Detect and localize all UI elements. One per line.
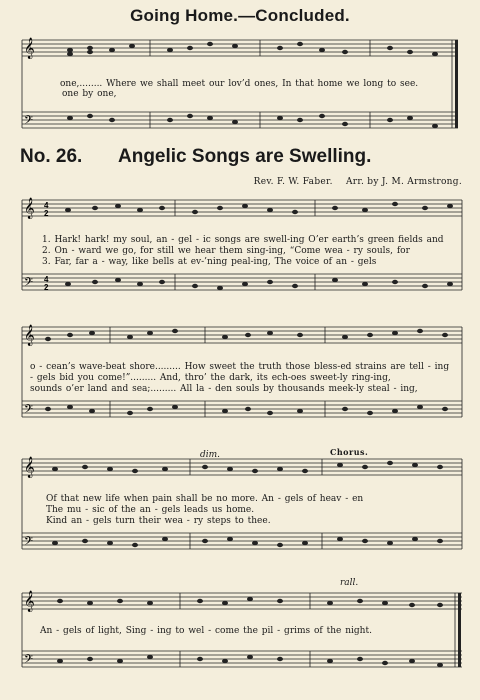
lyric-line-system2-1: o - cean’s wave-beat shore......... How sweet the truth those bless-ed strains are tell - ing xyxy=(30,362,450,372)
hymn-title: Angelic Songs are Swelling. xyxy=(118,146,372,167)
svg-text:𝄞: 𝄞 xyxy=(24,198,35,219)
svg-text:𝄞: 𝄞 xyxy=(24,457,35,478)
svg-text:4: 4 xyxy=(44,275,49,284)
svg-text:4: 4 xyxy=(44,201,49,210)
lyric-line-system3-1: Of that new life when pain shall be no more. An - gels of heav - en xyxy=(46,494,364,504)
lyric-line-system3-3: Kind an - gels turn their wea - ry steps to thee. xyxy=(46,516,271,526)
lyric-line-system2-3: sounds o’er land and sea;......... All la - den souls by thousands meek-ly steal - ing, xyxy=(30,384,418,394)
lyric-line-system0-2: one by one, xyxy=(62,89,117,99)
svg-text:𝄢: 𝄢 xyxy=(24,276,34,292)
lyric-line-system2-2: - gels bid you come!”......... And, thro’ the dark, its ech-oes sweet-ly ring-ing, xyxy=(30,373,391,383)
lyric-line-system3-2: The mu - sic of the an - gels leads us home. xyxy=(46,505,255,515)
arranger-credit: Arr. by J. M. Armstrong. xyxy=(345,177,462,187)
continued-hymn-title: Going Home.—Concluded. xyxy=(130,6,350,25)
svg-text:2: 2 xyxy=(44,283,49,292)
music-system-4 xyxy=(0,585,480,700)
dynamic-marking-rall: rall. xyxy=(340,578,359,588)
svg-text:𝄢: 𝄢 xyxy=(24,535,34,551)
svg-text:𝄞: 𝄞 xyxy=(24,325,35,346)
dynamic-marking-dim: dim. xyxy=(200,450,221,460)
svg-text:𝄢: 𝄢 xyxy=(24,114,34,130)
lyric-line-system0-1: one,........ Where we shall meet our lov’d ones, In that home we long to see. xyxy=(60,79,419,89)
lyric-line-system4-1: An - gels of light, Sing - ing to wel - come the pil - grims of the night. xyxy=(40,626,372,636)
lyric-line-system1-3: 3. Far, far a - way, like bells at ev-’ning peal-ing, The voice of an - gels xyxy=(42,257,377,267)
svg-text:𝄢: 𝄢 xyxy=(24,653,34,669)
hymn-number: No. 26. xyxy=(20,146,83,167)
hymn-credits xyxy=(190,177,462,187)
lyric-line-system1-1: 1. Hark! hark! my soul, an - gel - ic songs are swell-ing O’er earth’s green fields and xyxy=(42,235,444,245)
svg-text:𝄢: 𝄢 xyxy=(24,403,34,419)
lyric-line-system1-2: 2. On - ward we go, for still we hear them sing-ing, “Come wea - ry souls, for xyxy=(42,246,410,256)
svg-text:𝄞: 𝄞 xyxy=(24,591,35,612)
words-credit: Rev. F. W. Faber. xyxy=(253,177,333,187)
svg-text:𝄞: 𝄞 xyxy=(24,38,35,59)
svg-text:2: 2 xyxy=(44,209,49,218)
section-chorus-label: Chorus. xyxy=(330,447,369,457)
